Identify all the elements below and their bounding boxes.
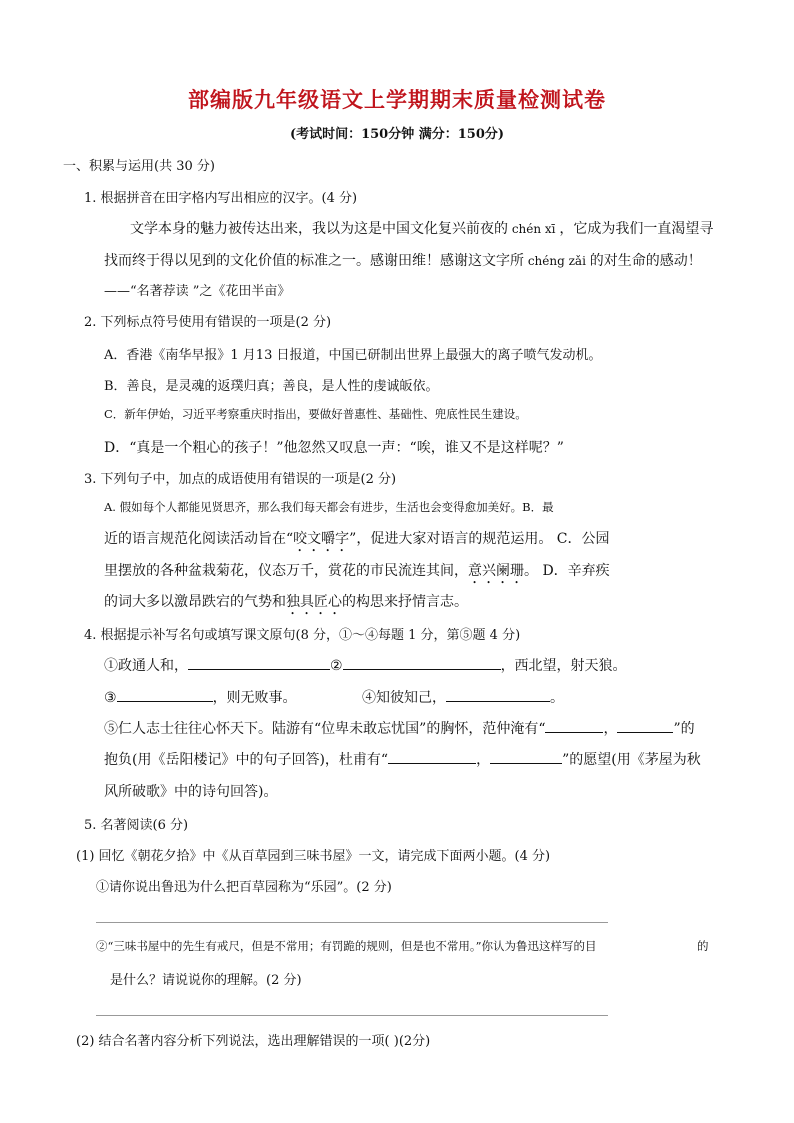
q4-item-4 <box>362 687 564 707</box>
q1-text: 找而终于得以见到的文化价值的标准之一。感谢田维！感谢这文字所 <box>104 253 524 269</box>
q2-prompt: 2. 下列标点符号使用有错误的一项是(2 分) <box>84 315 332 330</box>
q3-line1: A. 假如每个人都能见贤思齐，那么我们每天都会有进步，生活也会变得愈加美好。B．最 <box>104 500 554 514</box>
q3-line3 <box>104 560 610 587</box>
q1-text: ，它成为我们一直渴望寻 <box>559 221 714 237</box>
q2-option-a: A．香港《南华早报》1 月13 日报道，中国已研制出世界上最强大的离子喷气发动机。 <box>104 348 602 363</box>
q4-text: ④知彼知己， <box>362 690 446 706</box>
answer-blank[interactable] <box>117 687 213 702</box>
q5-prompt: 5. 名著阅读(6 分) <box>84 818 189 833</box>
q4-item-1-2 <box>104 655 627 675</box>
q4-prompt: 4. 根据提示补写名句或填写课文原句(8 分，①～④每题 1 分，第⑤题 4 分) <box>84 628 521 643</box>
q2-option-c: C．新年伊始，习近平考察重庆时指出，要做好普惠性、基础性、兜底性民生建设。 <box>104 407 527 421</box>
q4-text: 。 <box>550 690 564 706</box>
q1-text: 文学本身的魅力被传达出来，我以为这是中国文化复兴前夜的 <box>130 221 508 237</box>
answer-blank[interactable] <box>388 749 476 764</box>
q1-passage-line1 <box>130 218 713 238</box>
exam-subtitle: (考试时间：150分钟 满分：150分) <box>289 127 505 142</box>
answer-blank[interactable] <box>545 718 603 733</box>
q3-text: 的词大多以激昂跌宕的气势和 <box>104 594 286 610</box>
q4-text: ⑤仁人志士往往心怀天下。陆游有“位卑未敢忘忧国”的胸怀，范仲淹有“ <box>104 721 546 737</box>
q3-marked-idiom: 独具匠心 <box>286 594 342 610</box>
q3-line2 <box>104 528 610 555</box>
q3-text: 。 D．辛弃疾 <box>524 563 610 579</box>
q4-text: ①政通人和， <box>104 658 188 674</box>
q4-text: ， <box>476 752 491 768</box>
q4-text: ”的 <box>673 721 695 737</box>
q4-text: ② <box>330 658 343 674</box>
q1-prompt: 1. 根据拼音在田字格内写出相应的汉字。(4 分) <box>84 191 358 206</box>
q4-item-3 <box>104 687 297 707</box>
q5-part1-question2-tail: 的 <box>697 939 709 953</box>
answer-line[interactable] <box>96 922 608 923</box>
exam-title: 部编版九年级语文上学期期末质量检测试卷 <box>188 88 606 112</box>
q3-prompt: 3. 下列句子中，加点的成语使用有错误的一项是(2 分) <box>84 472 397 487</box>
q3-text: 的构思来抒情言志。 <box>342 594 468 610</box>
answer-blank[interactable] <box>617 718 673 733</box>
q3-text: 里摆放的各种盆栽菊花，仪态万千，赏花的市民流连其间， <box>104 563 468 579</box>
q4-text: ， <box>603 721 618 737</box>
q4-text: ，西北望，射天狼。 <box>500 658 627 674</box>
q5-part1: (1) 回忆《朝花夕拾》中《从百草园到三味书屋》一文，请完成下面两小题。(4 分) <box>76 849 551 864</box>
q3-text: 近的语言规范化阅读活动旨在“ <box>104 531 294 547</box>
q5-part1-question1: ①请你说出鲁迅为什么把百草园称为“乐园”。(2 分) <box>96 880 392 895</box>
answer-blank[interactable] <box>343 655 501 670</box>
q4-text: ”的愿望(用《茅屋为秋 <box>562 752 701 768</box>
q5-part1-question2-line2: 是什么？请说说你的理解。(2 分) <box>110 973 302 988</box>
answer-blank[interactable] <box>490 749 562 764</box>
q1-text: 的对生命的感动！ <box>589 253 702 269</box>
answer-blank[interactable] <box>446 687 550 702</box>
q4-text: ，则无败事。 <box>212 690 297 706</box>
q4-text: ③ <box>104 690 117 706</box>
q1-pinyin: chéng zǎi <box>524 254 590 268</box>
q4-text: 抱负(用《岳阳楼记》中的句子回答)，杜甫有“ <box>104 752 389 768</box>
q3-marked-idiom: 咬文嚼字 <box>293 531 350 547</box>
q1-source: ——“名著荐读 ”之《花田半亩》 <box>104 284 291 299</box>
q4-item-5-line1 <box>104 718 695 738</box>
q1-passage-line2 <box>104 250 702 270</box>
answer-blank[interactable] <box>188 655 330 670</box>
section-heading: 一、积累与运用(共 30 分) <box>63 159 215 174</box>
q4-item-5-line3: 风所破歌》中的诗句回答)。 <box>104 784 278 800</box>
q5-part1-question2-line1: ②“三味书屋中的先生有戒尺，但是不常用；有罚跪的规则，但是也不常用。”你认为鲁迅这样写的目 <box>96 939 597 953</box>
q4-item-5-line2 <box>104 749 701 769</box>
answer-line[interactable] <box>96 1015 608 1016</box>
q3-marked-idiom: 意兴阑珊 <box>468 563 524 579</box>
q5-part2: (2) 结合名著内容分析下列说法，选出理解错误的一项( )(2分) <box>76 1034 431 1049</box>
q3-line4 <box>104 591 468 618</box>
q2-option-b: B．善良，是灵魂的返璞归真；善良，是人性的虔诚皈依。 <box>104 379 439 394</box>
q1-pinyin: chén xī <box>508 222 560 236</box>
q2-option-d: D．“真是一个粗心的孩子！”他忽然又叹息一声：“唉，谁又不是这样呢？” <box>104 440 564 456</box>
q3-text: ”，促进大家对语言的规范运用。 C．公园 <box>349 531 610 547</box>
